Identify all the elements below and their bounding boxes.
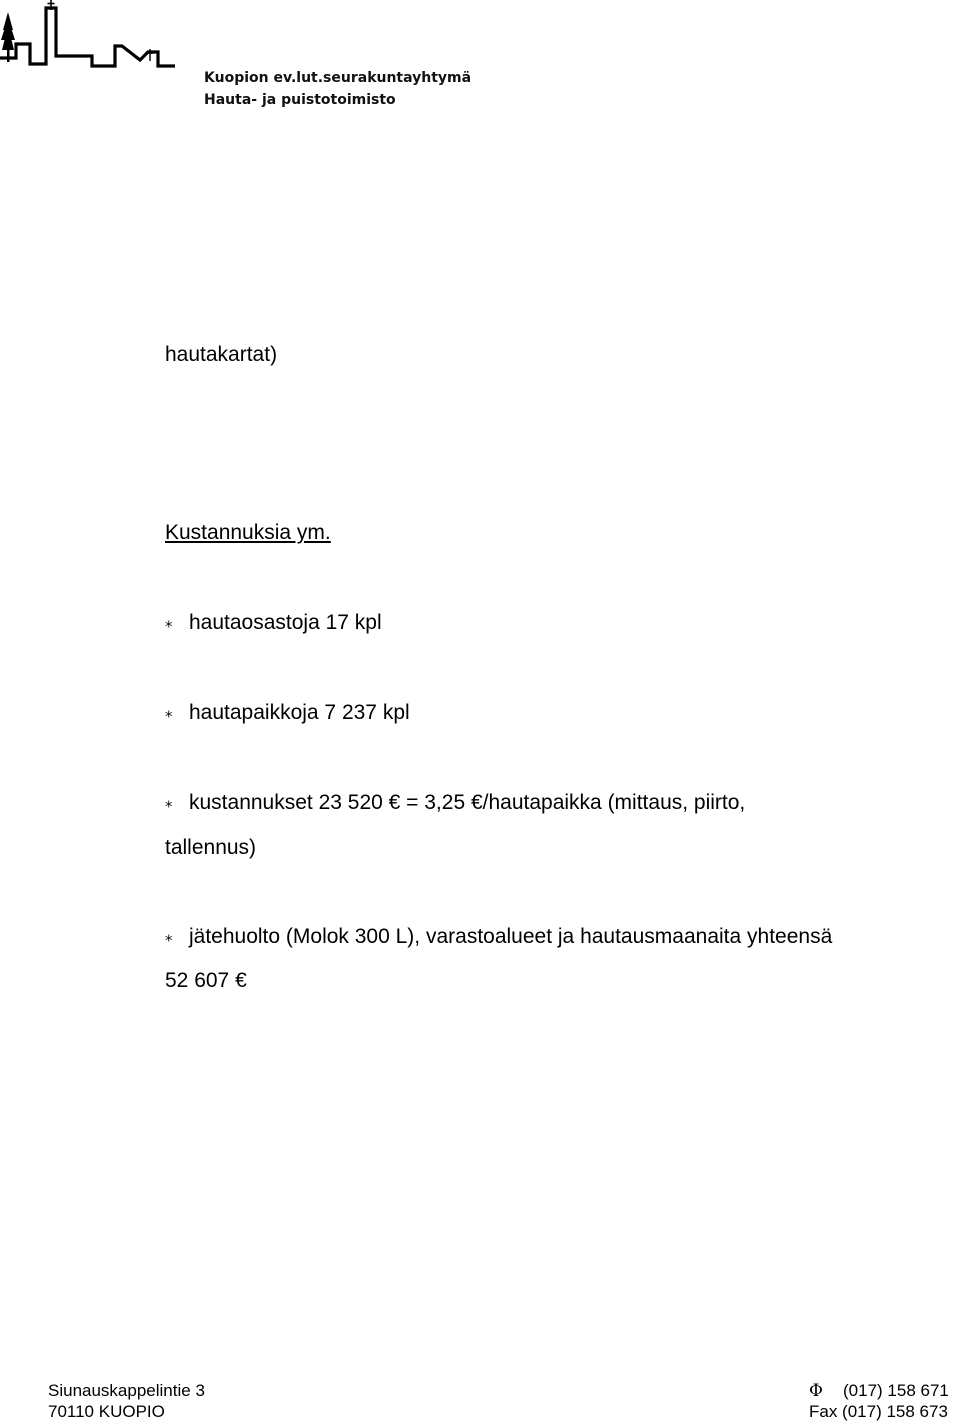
skyline-outline: [0, 8, 175, 66]
section-heading: Kustannuksia ym.: [165, 521, 331, 544]
bullet-icon: ⁎: [165, 794, 173, 811]
list-item-continuation: tallennus): [165, 836, 257, 859]
phone-number: (017) 158 671: [843, 1381, 949, 1400]
footer-fax: Fax (017) 158 673: [809, 1402, 948, 1421]
list-item: [165, 790, 745, 816]
list-item-continuation: 52 607 €: [165, 969, 247, 992]
list-item-text: hautaosastoja 17 kpl: [189, 611, 382, 634]
footer-address-city: 70110 KUOPIO: [48, 1402, 165, 1421]
list-item-text: jätehuolto (Molok 300 L), varastoalueet ja hautausmaanaita yhteensä: [189, 925, 833, 948]
list-item: [165, 924, 832, 950]
bullet-icon: ⁎: [165, 614, 173, 631]
pine-tree-icon: [1, 12, 15, 62]
department-name: Hauta- ja puistotoimisto: [204, 92, 396, 108]
list-item-text: kustannukset 23 520 € = 3,25 €/hautapaikka (mittaus, piirto,: [189, 791, 746, 814]
organization-name: Kuopion ev.lut.seurakuntayhtymä: [204, 70, 472, 86]
phone-icon: Φ: [809, 1381, 823, 1401]
list-item: [165, 700, 410, 726]
footer-phone: [809, 1381, 949, 1401]
church-skyline-logo-icon: [0, 0, 175, 75]
intro-fragment: hautakartat): [165, 343, 278, 366]
bullet-icon: ⁎: [165, 704, 173, 721]
list-item-text: hautapaikkoja 7 237 kpl: [189, 701, 410, 724]
footer-address-street: Siunauskappelintie 3: [48, 1381, 205, 1400]
bullet-icon: ⁎: [165, 928, 173, 945]
list-item: [165, 610, 382, 636]
